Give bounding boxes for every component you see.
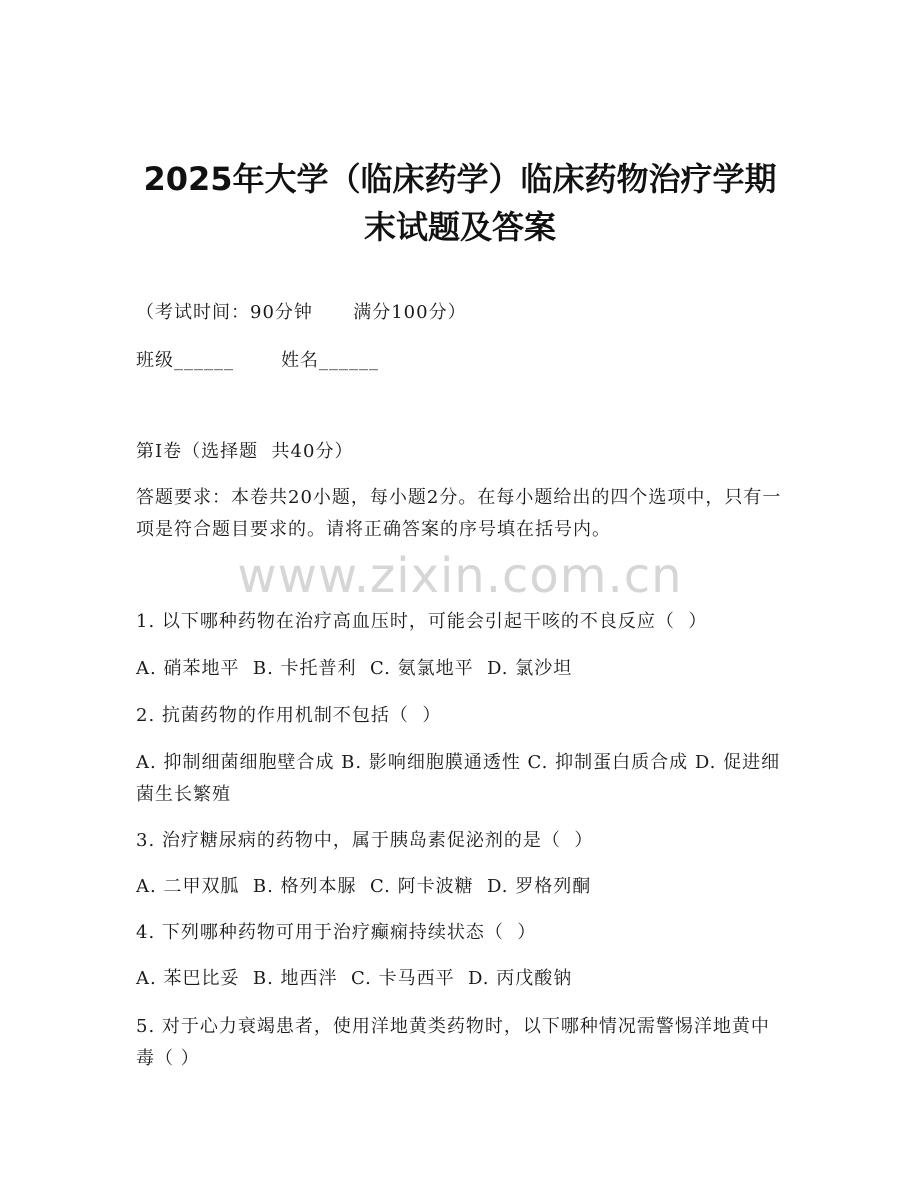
question-5-stem: 5. 对于心力衰竭患者，使用洋地黄类药物时，以下哪种情况需警惕洋地黄中毒（ ） — [136, 1016, 770, 1069]
section-instructions: 答题要求：本卷共20小题，每小题2分。在每小题给出的四个选项中，只有一项是符合题目要求的。请将正确答案的序号填在括号内。 — [136, 487, 782, 540]
question-4-options: A. 苯巴比妥 B. 地西泮 C. 卡马西平 D. 丙戊酸钠 — [136, 968, 573, 989]
watermark: www.zixin.com.cn — [237, 548, 683, 604]
exam-info: （考试时间：90分钟 满分100分） — [136, 302, 467, 323]
section-heading: 第I卷（选择题 共40分） — [136, 441, 354, 462]
question-1-stem: 1. 以下哪种药物在治疗高血压时，可能会引起干咳的不良反应（ ） — [136, 611, 708, 632]
question-3-options: A. 二甲双胍 B. 格列本脲 C. 阿卡波糖 D. 罗格列酮 — [136, 876, 592, 897]
question-2-stem: 2. 抗菌药物的作用机制不包括（ ） — [136, 705, 442, 726]
question-2-options: A. 抑制细菌细胞壁合成 B. 影响细胞膜通透性 C. 抑制蛋白质合成 D. 促进细菌生长繁殖 — [136, 752, 781, 805]
question-4-stem: 4. 下列哪种药物可用于治疗癫痫持续状态（ ） — [136, 922, 537, 943]
question-1-options: A. 硝苯地平 B. 卡托普利 C. 氨氯地平 D. 氯沙坦 — [136, 658, 573, 679]
page-title-line-2: 末试题及答案 — [363, 208, 556, 246]
page-title-line-1: 2025年大学（临床药学）临床药物治疗学期 — [143, 160, 777, 198]
class-name-fields: 班级______ 姓名______ — [136, 350, 380, 371]
question-3-stem: 3. 治疗糖尿病的药物中，属于胰岛素促泌剂的是（ ） — [136, 830, 594, 851]
